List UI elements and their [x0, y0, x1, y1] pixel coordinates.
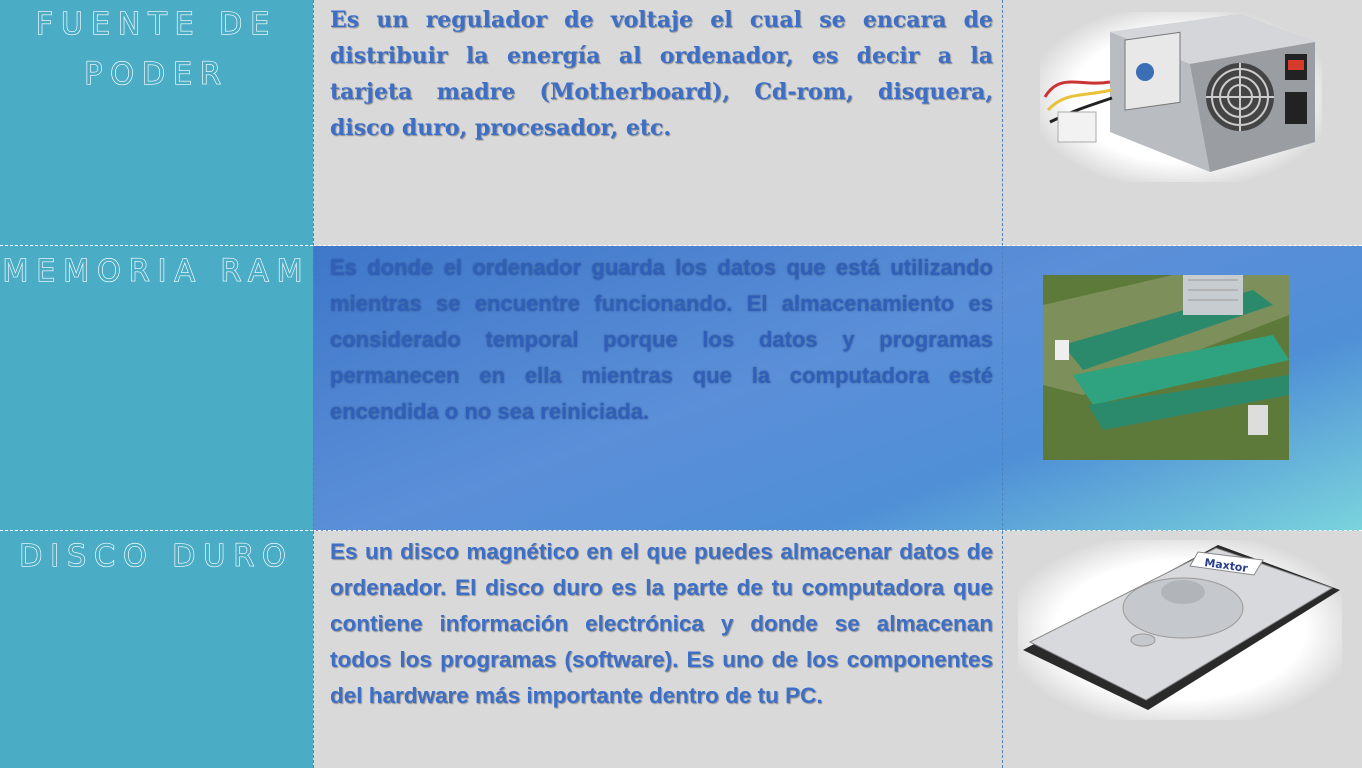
ram-memory-image	[1043, 275, 1289, 460]
power-supply-image	[1040, 12, 1322, 182]
description-hard-disk: Es un disco magnético en el que puedes almacenar datos de ordenador. El disco duro es la parte de tu computadora que contiene información electrónica y donde se almacenan todos los programas (software). Es uno de los componentes del hardware más importante dentro de tu PC.	[330, 539, 993, 708]
description-ram: Es donde el ordenador guarda los datos que está utilizando mientras se encuentre funcionando. El almacenamiento es considerado temporal porque los datos y programas permanecen en ella mientras que la computadora esté encendida o no sea reiniciada.	[330, 255, 993, 424]
description-power-supply: Es un regulador de voltaje el cual se encara de distribuir la energía al ordenador, es decir a la tarjeta madre (Motherboard), Cd-rom, disquera, disco duro, procesador, etc.	[330, 7, 993, 141]
title-line: DISCO DURO	[19, 539, 294, 574]
title-line: MEMORIA RAM	[2, 254, 311, 289]
title-power-supply	[0, 0, 313, 100]
title-line: FUENTE DE	[35, 7, 278, 42]
hard-disk-image	[1018, 540, 1342, 720]
title-hard-disk	[0, 532, 313, 582]
title-ram	[0, 247, 313, 297]
title-line: PODER	[84, 57, 229, 92]
hdd-brand-label: Maxtor	[1203, 556, 1249, 576]
